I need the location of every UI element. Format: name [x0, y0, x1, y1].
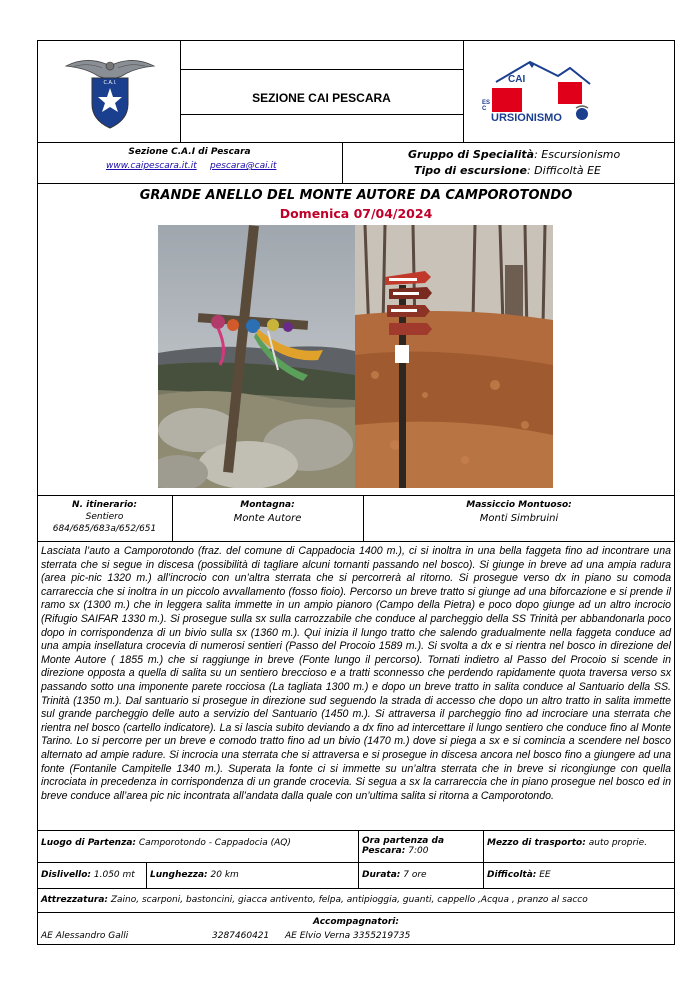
divider: [483, 830, 484, 888]
duration-label: Durata:: [362, 870, 401, 880]
difficulty-value: EE: [539, 870, 551, 880]
equipment-value: Zaino, scarponi, bastoncini, giacca antivento, felpa, antipioggia, guanti, cappello ,Acqua , pranzo al sacco: [110, 895, 588, 905]
divider: [463, 40, 464, 142]
elevation-cell: [41, 870, 145, 880]
logo-cai-text: CAI: [508, 74, 526, 85]
guide-1-name: AE Alessandro Galli: [41, 931, 129, 941]
equipment-label: Attrezzatura:: [41, 895, 108, 905]
elevation-value: 1.050 mt: [93, 870, 135, 880]
divider: [37, 912, 675, 913]
divider: [342, 142, 343, 183]
svg-text:C.A.I.: C.A.I.: [103, 80, 117, 86]
departure-label-2: Pescara:: [362, 846, 406, 856]
divider: [37, 888, 675, 889]
itinerary-value-line2: 684/685/683a/652/651: [52, 524, 157, 534]
duration-value: 7 ore: [403, 870, 427, 880]
type-label: Tipo di escursione: [414, 164, 527, 177]
start-label: Luogo di Partenza:: [41, 838, 137, 848]
divider: [37, 495, 675, 496]
section-title: SEZIONE CAI PESCARA: [252, 91, 391, 105]
photo-trail-signpost: [355, 225, 553, 488]
length-cell: [150, 870, 355, 880]
transport-label: Mezzo di trasporto:: [487, 838, 586, 848]
itinerary-value-line1: Sentiero: [85, 512, 124, 522]
divider: [146, 862, 147, 888]
guide-2: AE Elvio Verna 3355219735: [285, 931, 411, 941]
massif-label: Massiccio Montuoso:: [466, 500, 572, 510]
guide-1-phone: 3287460421: [212, 931, 270, 941]
difficulty-cell: [487, 870, 672, 880]
departure-label-1: Ora partenza da: [362, 836, 445, 846]
departure-cell: [362, 836, 480, 856]
logo-escursionismo-text: URSIONISMO: [491, 112, 562, 124]
duration-cell: [362, 870, 480, 880]
transport-cell: [487, 838, 672, 848]
mountain-value: Monte Autore: [233, 513, 302, 524]
type-line: [414, 164, 601, 177]
website-link[interactable]: [106, 161, 197, 171]
type-value: : Difficoltà EE: [526, 164, 601, 177]
email-link-text[interactable]: pescara@cai.it: [210, 161, 277, 171]
divider: [37, 862, 675, 863]
logo-vertical-letters: ESC: [482, 100, 491, 112]
length-label: Lunghezza:: [150, 870, 208, 880]
divider: [37, 183, 675, 184]
mountain-label: Montagna:: [240, 500, 295, 510]
guides-label: Accompagnatori:: [313, 917, 399, 927]
cai-eagle-logo: [62, 52, 158, 132]
length-value: 20 km: [210, 870, 239, 880]
specialty-value: : Escursionismo: [534, 148, 621, 161]
event-date: Domenica 07/04/2024: [279, 206, 433, 221]
divider: [37, 541, 675, 542]
transport-value: auto proprie.: [588, 838, 648, 848]
email-link[interactable]: [210, 161, 276, 171]
divider: [37, 830, 675, 831]
divider: [180, 114, 463, 115]
route-description: Lasciata l’auto a Camporotondo (fraz. del comune di Cappadocia 1400 m.), ci si inoltra in una bella faggeta fino ad incontrare una sterrata che si segue in discesa (possibilità di tagliare alcuni tornanti passando nel bosco). Si giunge in breve ad una ampia radura (area pic-nic 1320 m.) all’incrocio con un’altra sterrata che si percorrerà al ritorno. Si prosegue verso dx in piano su comoda carrareccia che si inoltra in un piccolo avvallamento (fosso fioio). Percorso un breve tratto si giunge ad una biforcazione e si prende il ramo sx (1300 m.) che in leggera salita immette in un ampio pianoro (Campo della Pietra) e poco dopo giunge ad un altro incrocio (Rifugio SAIFAR 1330 m.). Si prosegue sulla sx sulla carrozzabile che conduce al parcheggio della SS Trinità per abbandonarla poco dopo in corrispondenza di un bivio sulla sx (1360 m.). Qui inizia il lungo tratto che salendo gradualmente nella faggeta conduce ad una ampia insellatura crocevia di numerosi sentieri (Passo del Procoio 1589 m.). Si svolta a dx e si rientra nel bosco in direzione del Monte Autore ( 1855 m.) che si raggiunge in breve (Fonte lungo il percorso). Tornati indietro al Passo del Procoio si scende in direzione opposta a quella di salita su un sentiero breccioso e a tratti sconnesso che perdendo rapidamente quota traversa verso sx passando sotto una imponente parete rocciosa (La tagliata 1300 m.) e dopo un breve tratto in salita conduce al Santuario della SS. Trinità (1350 m.). Dal santuario si prosegue in direzione sud seguendo la strada di accesso che dopo un altro tratto in salita immette sul grande parcheggio delle auto a servizio del Santuario (1450 m.). Si attraversa il parcheggio fino ad incrociare una sterrata che rientra nel bosco (cartello indicatore). La si lascia subito deviando a dx fino ad intercettare il lungo sentiero che conduce fino al Monte Tarino. Lo si percorre per un breve e comodo tratto fino ad un bivio (1470 m.) dove si piega a sx e si comincia a scendere nel bosco alternato ad ampie radure. Si incrocia una sterrata che si attraversa e si prosegue in discesa ancora nel bosco fino a giungere ad una fonte (Fontanile Campitelle 1340 m.). Superata la fonte ci si immette su un’altra sterrata che in breve si ricongiunge con quella incrociata in precedenza in corrispondenza di un grande crocevia. Si segua a sx la carrareccia che in piano prosegue nel bosco ed in breve conduce all’area pic nic incontrata all’andata dalla quale con un’ultima salita si ritorna a Camporotondo.: [41, 545, 671, 802]
equipment-cell: [41, 895, 671, 905]
website-link-text[interactable]: www.caipescara.it.it: [106, 161, 197, 171]
departure-value: 7:00: [408, 846, 429, 856]
specialty-line: [408, 148, 620, 161]
section-label: Sezione C.A.I di Pescara: [128, 147, 251, 157]
start-cell: [41, 838, 356, 848]
specialty-label: Gruppo di Specialità: [408, 148, 535, 161]
event-title: GRANDE ANELLO DEL MONTE AUTORE DA CAMPOROTONDO: [139, 188, 573, 203]
divider: [180, 69, 463, 70]
difficulty-label: Difficoltà:: [487, 870, 537, 880]
divider: [37, 142, 675, 143]
start-value: Camporotondo - Cappadocia (AQ): [138, 838, 291, 848]
photo-summit-cross: [158, 225, 355, 488]
massif-value: Monti Simbruini: [479, 513, 559, 524]
itinerary-label: N. itinerario:: [72, 500, 137, 510]
divider: [358, 830, 359, 888]
elevation-label: Dislivello:: [41, 870, 92, 880]
